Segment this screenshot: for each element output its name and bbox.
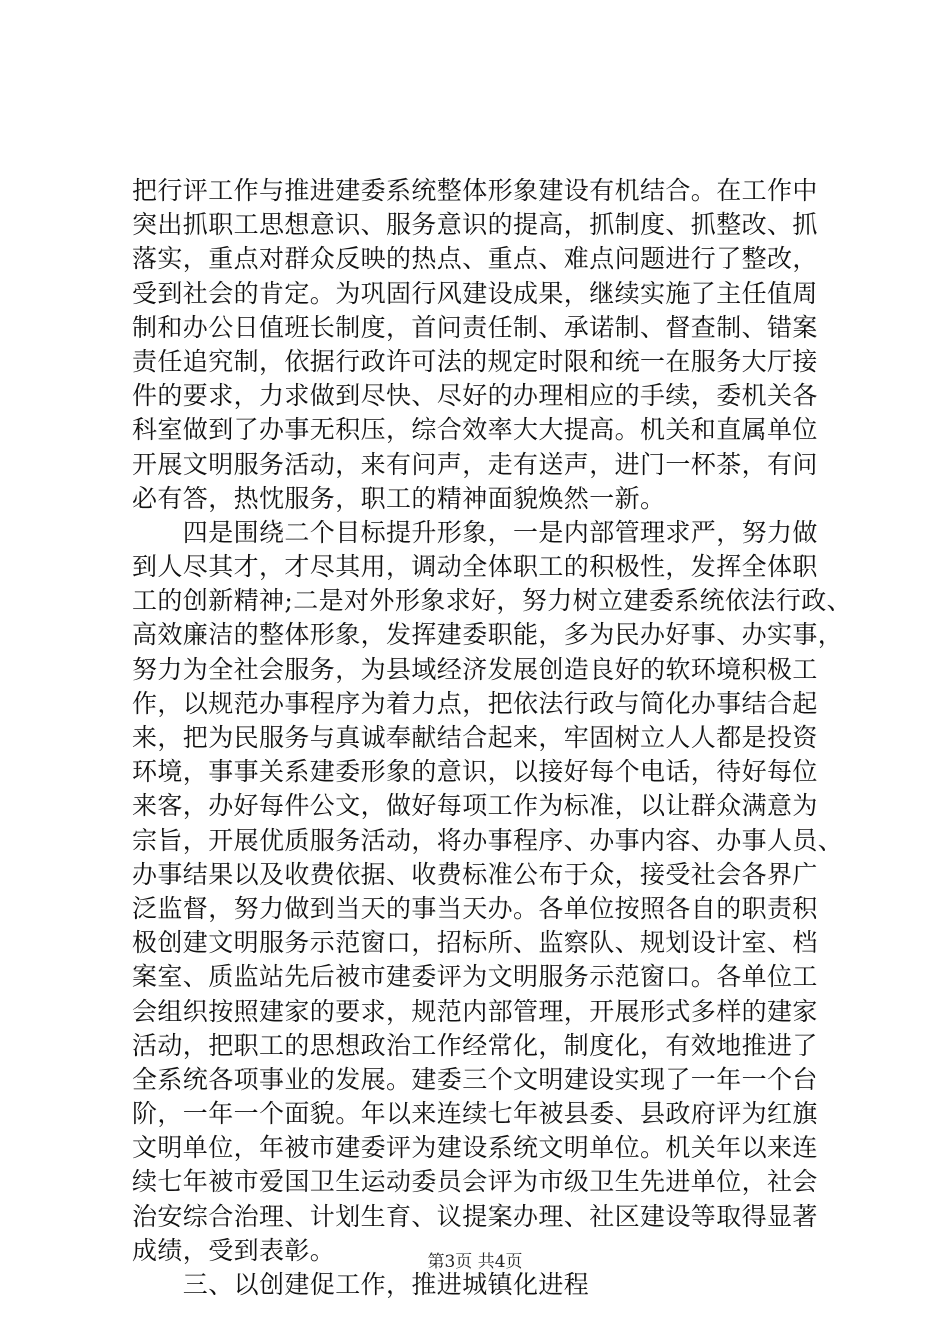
text-line: 宗旨，开展优质服务活动，将办事程序、办事内容、办事人员、 [132, 825, 844, 855]
text-line: 来客，办好每件公文，做好每项工作为标准，以让群众满意为 [132, 791, 818, 821]
text-line: 把行评工作与推进建委系统整体形象建设有机结合。在工作中 [132, 176, 818, 205]
text-line: 开展文明服务活动，来有问声，走有送声，进门一杯茶，有问 [132, 449, 818, 479]
text-line: 必有答，热忱服务，职工的精神面貌焕然一新。 [132, 483, 666, 513]
text-line: 落实，重点对群众反映的热点、重点、难点问题进行了整改， [132, 244, 818, 274]
text-line: 极创建文明服务示范窗口，招标所、监察队、规划设计室、档 [132, 928, 818, 958]
text-line: 工的创新精神;二是对外形象求好，努力树立建委系统依法行政、 [132, 586, 853, 616]
text-line: 四是围绕二个目标提升形象，一是内部管理求严，努力做 [132, 517, 818, 547]
text-line: 受到社会的肯定。为巩固行风建设成果，继续实施了主任值周 [132, 278, 818, 308]
text-line: 科室做到了办事无积压，综合效率大大提高。机关和直属单位 [132, 415, 818, 445]
document-body [132, 174, 853, 1302]
text-line: 全系统各项事业的发展。建委三个文明建设实现了一年一个台 [132, 1064, 818, 1094]
text-line: 努力为全社会服务，为县域经济发展创造良好的软环境积极工 [132, 654, 818, 684]
text-line: 来，把为民服务与真诚奉献结合起来，牢固树立人人都是投资 [132, 723, 818, 752]
section-heading: 三、以创建促工作，推进城镇化进程 [132, 1270, 590, 1299]
page-number: 第3页 共4页 [427, 1252, 523, 1272]
text-line: 办事结果以及收费依据、收费标准公布于众，接受社会各界广 [132, 859, 818, 889]
text-line: 成绩，受到表彰。 [132, 1235, 336, 1265]
text-line: 活动，把职工的思想政治工作经常化，制度化，有效地推进了 [132, 1030, 818, 1060]
text-line: 高效廉洁的整体形象，发挥建委职能，多为民办好事、办实事， [132, 620, 844, 650]
text-line: 到人尽其才，才尽其用，调动全体职工的积极性，发挥全体职 [132, 552, 818, 582]
text-line: 突出抓职工思想意识、服务意识的提高，抓制度、抓整改、抓 [132, 210, 818, 240]
text-line: 续七年被市爱国卫生运动委员会评为市级卫生先进单位，社会 [132, 1167, 818, 1197]
text-line: 文明单位，年被市建委评为建设系统文明单位。机关年以来连 [132, 1133, 818, 1163]
text-line: 责任追究制，依据行政许可法的规定时限和统一在服务大厅接 [132, 346, 818, 376]
text-line: 环境，事事关系建委形象的意识，以接好每个电话，待好每位 [132, 757, 818, 787]
text-line: 件的要求，力求做到尽快、尽好的办理相应的手续，委机关各 [132, 381, 818, 411]
text-line: 泛监督，努力做到当天的事当天办。各单位按照各自的职责积 [132, 893, 818, 923]
text-line: 作，以规范办事程序为着力点，把依法行政与简化办事结合起 [132, 688, 818, 718]
text-line: 制和办公日值班长制度，首问责任制、承诺制、督查制、错案 [132, 312, 818, 342]
text-line: 会组织按照建家的要求，规范内部管理，开展形式多样的建家 [132, 996, 818, 1026]
text-line: 案室、质监站先后被市建委评为文明服务示范窗口。各单位工 [132, 962, 818, 992]
text-line: 治安综合治理、计划生育、议提案办理、社区建设等取得显著 [132, 1201, 818, 1231]
text-line: 阶，一年一个面貌。年以来连续七年被县委、县政府评为红旗 [132, 1099, 818, 1129]
